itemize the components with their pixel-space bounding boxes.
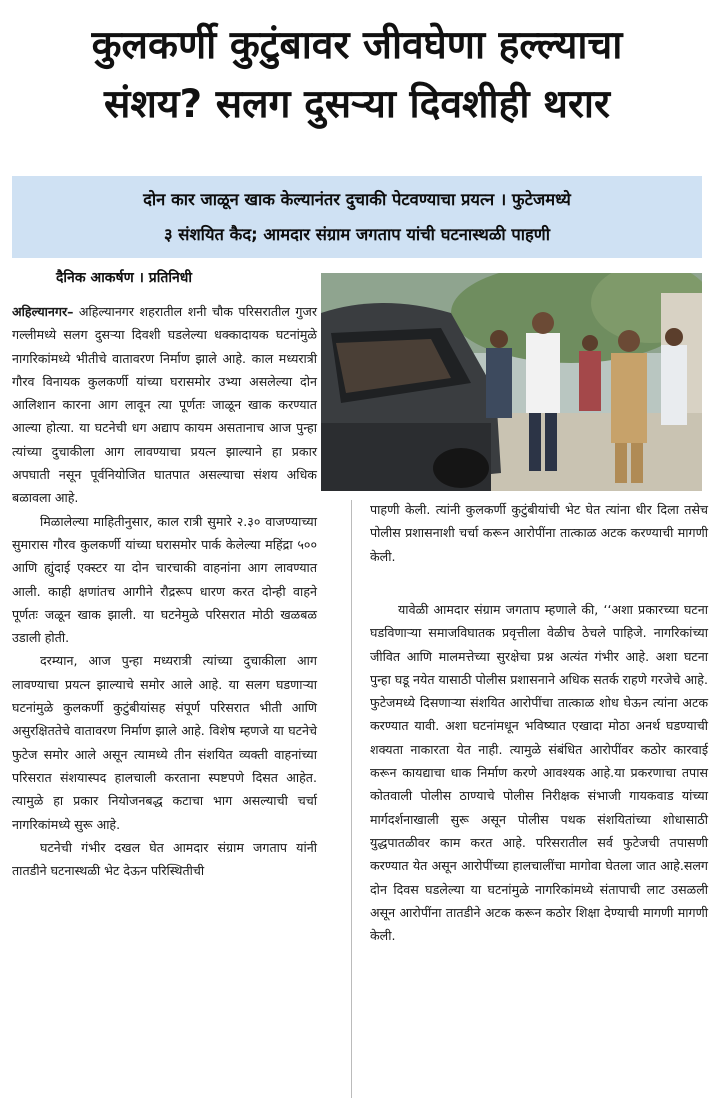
article-column-left — [12, 300, 317, 882]
news-photo — [321, 273, 702, 491]
subheadline-box — [12, 176, 702, 258]
paragraph-4-continued: पाहणी केली. त्यांनी कुलकर्णी कुटुंबीयांची भेट घेत त्यांना धीर दिला तसेच पोलीस प्रशासनाशी चर्चा करून आरोपींना तात्काळ अटक करण्याची मागणी केली. — [370, 502, 708, 564]
headline-line-2: संशय? सलग दुसऱ्या दिवशीही थरार — [104, 82, 610, 127]
headline — [8, 16, 706, 134]
paragraph-3: दरम्यान, आज पुन्हा मध्यरात्री त्यांच्या दुचाकीला आग लावण्याचा प्रयत्न झाल्याचे समोर आले आहे. या सलग घडणाऱ्या घटनांमुळे कुलकर्णी कुटुंबीयांसह संपूर्ण परिसरात भीती आणि असुरक्षिततेचे वातावरण निर्माण झाले आहे. विशेष म्हणजे या घटनेचे फुटेज समोर आले असून त्यामध्ये तीन संशयित व्यक्ती वाहनांच्या परिसरात संशयास्पद हालचाली करताना स्पष्टपणे दिसत आहेत. त्यामुळे हा प्रकार नियोजनबद्ध कटाचा भाग असल्याची चर्चा नागरिकांमध्ये सुरू आहे. — [12, 653, 317, 832]
subheadline-line-2: ३ संशयित कैद; आमदार संग्राम जगताप यांची घटनास्थळी पाहणी — [163, 225, 551, 244]
news-photo-illustration — [321, 273, 702, 491]
subheadline-line-1: दोन कार जाळून खाक केल्यानंतर दुचाकी पेटवण्याचा प्रयत्न । फुटेजमध्ये — [143, 190, 571, 209]
article-column-right — [370, 598, 708, 947]
column-divider — [351, 500, 352, 1098]
paragraph-1-text: अहिल्यानगर शहरातील शनी चौक परिसरातील गुजर गल्लीमध्ये सलग दुसऱ्या दिवशी घडलेल्या धक्कादायक घटनांमुळे नागरिकांमध्ये भीतीचे वातावरण निर्माण झाले आहे. काल मध्यरात्री गौरव विनायक कुलकर्णी यांच्या घरासमोर उभ्या असलेल्या दोन आलिशान कारना आग लावून त्या पूर्णतः जाळून खाक करण्यात आल्या होत्या. या घटनेची धग अद्याप कायम असतानाच आज पुन्हा त्यांच्या दुचाकीला आग लावण्याचा प्रयत्न झाल्याने हा प्रकार अपघाती नसून पूर्वनियोजित घातपात असल्याचा संशय अधिक बळावला आहे. — [12, 304, 317, 506]
paragraph-2: मिळालेल्या माहितीनुसार, काल रात्री सुमारे २.३० वाजण्याच्या सुमारास गौरव कुलकर्णी यांच्या घरासमोर पार्क केलेल्या महिंद्रा ५०० आणि ह्युंदाई एक्स्टर या दोन चारचाकी वाहनांना आग लावण्यात आली. काही क्षणांतच आगीने रौद्ररूप धारण करत दोन्ही वाहने पूर्णतः जळून खाक झाली. या घटनेमुळे परिसरात मोठी खळबळ उडाली होती. — [12, 513, 317, 646]
paragraph-1 — [12, 300, 317, 510]
headline-line-1: कुलकर्णी कुटुंबावर जीवघेणा हल्ल्याचा — [91, 23, 623, 68]
dateline: अहिल्यानगर– — [12, 304, 74, 319]
byline: दैनिक आकर्षण । प्रतिनिधी — [56, 270, 192, 286]
article-column-right-top — [370, 498, 708, 568]
paragraph-4: घटनेची गंभीर दखल घेत आमदार संग्राम जगताप यांनी तातडीने घटनास्थळी भेट देऊन परिस्थितीची — [12, 839, 317, 879]
paragraph-5: यावेळी आमदार संग्राम जगताप म्हणाले की, ‘‘अशा प्रकारच्या घटना घडविणाऱ्या समाजविघातक प्रवृत्तीला वेळीच ठेचले पाहिजे. नागरिकांच्या जीवित आणि मालमत्तेच्या सुरक्षेचा प्रश्न अत्यंत गंभीर आहे. अशा घटना पुन्हा घडू नयेत यासाठी पोलीस प्रशासनाने अधिक सतर्क राहणे गरजेचे आहे. फुटेजमध्ये दिसणाऱ्या संशयित आरोपींचा तात्काळ शोध घेऊन त्यांना अटक करण्यात यावी. अशा घटनांमधून भविष्यात एखादा मोठा अनर्थ घडण्याची शक्यता नाकारता येत नाही. त्यामुळे संबंधित आरोपींवर कठोर कारवाई करून कायद्याचा धाक निर्माण करणे आवश्यक आहे.या प्रकरणाचा तपास कोतवाली पोलीस ठाण्याचे पोलीस निरीक्षक संभाजी गायकवाड यांच्या मार्गदर्शनाखाली सुरू असून पोलीस पथक संशयितांच्या शोधासाठी युद्धपातळीवर काम करत आहे. परिसरातील सर्व फुटेजची तपासणी करण्यात येत असून आरोपींच्या हालचालींचा मागोवा घेतला जात आहे.सलग दोन दिवस घडलेल्या या घटनांमुळे नागरिकांमध्ये संतापाची लाट उसळली असून आरोपींना तातडीने अटक करून कठोर शिक्षा देण्याची मागणी मागणी केली. — [370, 602, 708, 944]
